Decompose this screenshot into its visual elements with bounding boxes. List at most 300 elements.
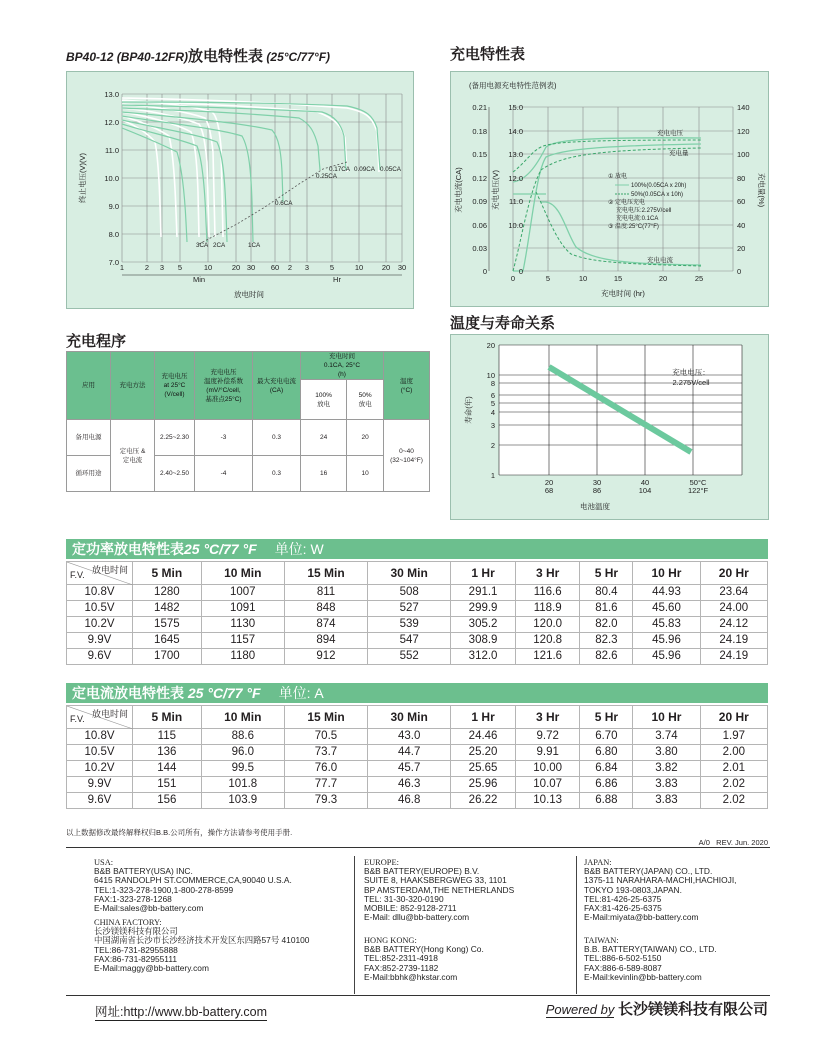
- table-cell: 312.0: [451, 649, 516, 665]
- charge-procedure-title: 充电程序: [66, 333, 127, 350]
- x-axis-label: 放电时间: [234, 290, 264, 299]
- curve-label: 0.6CA: [275, 200, 293, 207]
- y-tick: 7.0: [108, 258, 119, 267]
- contact-line: SUITE 8, HAAKSBERGWEG 33, 1101: [364, 875, 507, 886]
- table-cell: 10.00: [515, 761, 580, 777]
- table-row: [67, 729, 768, 745]
- contact-line: TEL:86-731-82955888: [94, 944, 178, 955]
- table-cell: 120.8: [515, 633, 580, 649]
- left-tick: 0: [482, 267, 487, 276]
- charge-chart-panel: [450, 71, 769, 307]
- table-cell: 45.60: [633, 601, 700, 617]
- table-cell: 894: [284, 633, 367, 649]
- column-header: 15 Min: [284, 562, 367, 585]
- table-cell: 1157: [201, 633, 284, 649]
- row-maxc: 0.3: [253, 420, 301, 456]
- right-tick: 0: [737, 267, 742, 276]
- column-header: 5 Min: [133, 706, 202, 729]
- contact-line: E-Mail:bbhk@hkstar.com: [364, 971, 458, 982]
- left-tick: 0.12: [472, 174, 487, 183]
- mid-tick: 14.0: [508, 127, 523, 136]
- header-p50: 放电: [358, 400, 372, 408]
- label-quantity: 充电量: [669, 150, 689, 157]
- table-row: [67, 601, 768, 617]
- table-cell: 6.84: [580, 761, 633, 777]
- x-tick: 30: [246, 263, 256, 272]
- contact-line: TEL:886-6-502-5150: [584, 953, 662, 964]
- column-header: 20 Hr: [700, 562, 767, 585]
- y-tick: 12.0: [104, 118, 119, 127]
- y-tick: 13.0: [104, 90, 119, 99]
- row-comp: -3: [195, 420, 253, 456]
- x-tick: 15: [613, 274, 623, 283]
- contact-region-label: USA:: [94, 858, 114, 867]
- mid-tick: 11.0: [508, 197, 523, 206]
- row-volt: 2.40~2.50: [155, 456, 195, 492]
- x-tick: 20: [381, 263, 391, 272]
- x-tick: 3: [304, 263, 310, 272]
- contact-line: TOKYO 193-0803,JAPAN.: [584, 884, 682, 895]
- table-cell: 299.9: [451, 601, 516, 617]
- row-maxc: 0.3: [253, 456, 301, 492]
- contact-line: E-Mail:miyata@bb-battery.com: [584, 912, 699, 923]
- header-comp: (mV/°C/cell,: [206, 386, 241, 394]
- column-header: 1 Hr: [451, 562, 516, 585]
- table-cell: 24.19: [700, 649, 767, 665]
- y-tick: 10.0: [104, 174, 119, 183]
- corner-cell: 放电时间 F.V.: [67, 562, 133, 585]
- y-tick: 9.0: [108, 202, 119, 211]
- left-tick: 0.06: [472, 221, 487, 230]
- table-cell: 547: [368, 633, 451, 649]
- row-header-cell: 10.8V: [67, 585, 133, 601]
- column-header: 20 Hr: [700, 706, 767, 729]
- table-cell: 45.96: [633, 633, 700, 649]
- table-cell: 101.8: [201, 777, 284, 793]
- table-cell: 96.0: [201, 745, 284, 761]
- header-maxc: 最大充电电流: [257, 377, 296, 385]
- table-cell: 10.07: [515, 777, 580, 793]
- current-table-body: [67, 729, 768, 809]
- table-cell: 43.0: [368, 729, 451, 745]
- table-cell: 848: [284, 601, 367, 617]
- header-volt: at 25°C: [163, 382, 186, 389]
- contact-line: FAX:852-2739-1182: [364, 962, 439, 973]
- x-tick-f: 86: [592, 486, 602, 495]
- table-cell: 6.70: [580, 729, 633, 745]
- contact-line: E-Mail:maggy@bb-battery.com: [94, 963, 209, 974]
- table-cell: 2.02: [700, 777, 767, 793]
- life-chart-title: 温度与寿命关系: [450, 315, 556, 332]
- contact-line: 长沙镁镁科技有限公司: [94, 926, 178, 937]
- x-unit-hr: Hr: [333, 275, 341, 284]
- table-cell: 136: [133, 745, 202, 761]
- header-app: 应用: [82, 382, 95, 389]
- table-cell: 120.0: [515, 617, 580, 633]
- table-row: [67, 761, 768, 777]
- x-tick: 50°C: [689, 478, 707, 487]
- discharge-chart-title: BP40-12 (BP40-12FR)放电特性表 (25°C/77°F): [66, 48, 331, 65]
- contact-line: FAX:1-323-278-1268: [94, 893, 172, 904]
- header-comp: 温度补偿系数: [204, 377, 243, 385]
- table-cell: 6.86: [580, 777, 633, 793]
- x-tick: 5: [329, 263, 335, 272]
- column-header: 1 Hr: [451, 706, 516, 729]
- x-tick: 10: [354, 263, 364, 272]
- contact-line: FAX:81-426-25-6375: [584, 903, 662, 914]
- column-header: 30 Min: [368, 706, 451, 729]
- table-cell: 45.7: [368, 761, 451, 777]
- power-table-body: [67, 585, 768, 665]
- table-cell: 3.80: [633, 745, 700, 761]
- table-cell: 77.7: [284, 777, 367, 793]
- x-tick: 0: [510, 274, 516, 283]
- discharge-chart: [67, 72, 415, 310]
- header-temp: (°C): [400, 386, 413, 394]
- x-axis-label: 充电时间 (hr): [601, 289, 645, 298]
- x-tick: 60: [270, 263, 280, 272]
- table-cell: 1280: [133, 585, 202, 601]
- table-row: [67, 745, 768, 761]
- table-cell: 3.83: [633, 793, 700, 809]
- table-cell: 70.5: [284, 729, 367, 745]
- table-cell: 2.02: [700, 793, 767, 809]
- table-cell: 82.0: [580, 617, 633, 633]
- table-cell: 6.88: [580, 793, 633, 809]
- table-cell: 144: [133, 761, 202, 777]
- right-axis-label: 充电量(%): [757, 172, 766, 208]
- footer-divider: [576, 856, 577, 994]
- contact-region-label: JAPAN:: [584, 858, 612, 867]
- x-tick-f: 122°F: [687, 486, 709, 495]
- left-tick: 0.18: [472, 127, 487, 136]
- table-cell: 24.00: [700, 601, 767, 617]
- x-tick: 40: [640, 478, 650, 487]
- left-tick: 0.09: [472, 197, 487, 206]
- x-tick: 2: [287, 263, 293, 272]
- contact-line: E-Mail:sales@bb-battery.com: [94, 903, 204, 914]
- table-cell: 9.91: [515, 745, 580, 761]
- contact-region-label: HONG KONG:: [364, 936, 417, 945]
- row-app: 循环用途: [67, 456, 111, 492]
- charge-chart-title: 充电特性表: [450, 46, 526, 63]
- table-cell: 527: [368, 601, 451, 617]
- curve-label: 0.09CA: [354, 166, 376, 173]
- row-header-cell: 10.5V: [67, 745, 133, 761]
- table-cell: 115: [133, 729, 202, 745]
- x-tick: 30: [592, 478, 602, 487]
- table-cell: 121.6: [515, 649, 580, 665]
- table-cell: 82.6: [580, 649, 633, 665]
- contact-line: FAX:886-6-589-8087: [584, 962, 662, 973]
- table-cell: 1180: [201, 649, 284, 665]
- y-tick: 2: [490, 441, 495, 450]
- table-cell: 508: [368, 585, 451, 601]
- row-method: 定电压 &: [119, 447, 146, 455]
- row-header-cell: 10.2V: [67, 617, 133, 633]
- table-cell: 156: [133, 793, 202, 809]
- y-tick: 10: [486, 371, 495, 380]
- contact-line: TEL:1-323-278-1900,1-800-278-8599: [94, 884, 234, 895]
- y-tick: 5: [490, 399, 495, 408]
- legend-line: 100%(0.05CA x 20h): [631, 183, 687, 189]
- row-volt: 2.25~2.30: [155, 420, 195, 456]
- x-tick: 10: [203, 263, 213, 272]
- header-comp: 基准点25°C): [205, 395, 242, 403]
- contact-line: 1375-11 NARAHARA-MACHI,HACHIOJI,: [584, 875, 737, 886]
- header-volt: (V/cell): [164, 391, 185, 398]
- header-p50: 50%: [358, 391, 372, 399]
- table-row: [67, 649, 768, 665]
- x-tick: 1: [119, 263, 125, 272]
- table-cell: 103.9: [201, 793, 284, 809]
- column-header: 5 Hr: [580, 706, 633, 729]
- power-table-header: 定功率放电特性表25 °C/77 °F 单位: W: [66, 539, 768, 559]
- table-cell: 3.83: [633, 777, 700, 793]
- table-cell: 116.6: [515, 585, 580, 601]
- table-cell: 3.74: [633, 729, 700, 745]
- column-header: 10 Hr: [633, 706, 700, 729]
- contact-usa: [94, 858, 292, 913]
- row-t100: 24: [301, 420, 347, 456]
- row-header-cell: 10.5V: [67, 601, 133, 617]
- table-cell: 46.8: [368, 793, 451, 809]
- header-comp: 充电电压: [210, 368, 237, 376]
- powered-by: Powered by 长沙镁镁科技有限公司: [545, 1001, 768, 1018]
- contact-line: TEL: 31-30-320-0190: [364, 893, 444, 904]
- row-header-cell: 10.8V: [67, 729, 133, 745]
- table-cell: 1482: [133, 601, 202, 617]
- curve-label: 0.25CA: [316, 173, 338, 180]
- table-cell: 44.7: [368, 745, 451, 761]
- table-cell: 24.12: [700, 617, 767, 633]
- x-tick: 2: [144, 263, 150, 272]
- row-temp: (32~104°F): [390, 456, 423, 464]
- row-t50: 10: [347, 456, 384, 492]
- table-cell: 811: [284, 585, 367, 601]
- x-tick: 25: [694, 274, 704, 283]
- x-tick: 3: [159, 263, 165, 272]
- table-cell: 26.22: [451, 793, 516, 809]
- right-tick: 120: [737, 127, 750, 136]
- contact-line: E-Mail:kevinlin@bb-battery.com: [584, 971, 702, 982]
- mid-tick: 10.0: [508, 221, 523, 230]
- contact-taiwan: [584, 936, 717, 982]
- contact-line: E-Mail: dllu@bb-battery.com: [364, 912, 470, 923]
- right-tick: 40: [737, 221, 746, 230]
- contact-region-label: CHINA FACTORY:: [94, 918, 162, 927]
- contact-line: B&B BATTERY(EUROPE) B.V.: [364, 866, 480, 877]
- contacts-footer: [66, 847, 770, 996]
- table-row: [67, 793, 768, 809]
- header-temp: 温度: [400, 377, 413, 385]
- legend-line: 50%(0.05CA x 10h): [631, 192, 684, 198]
- table-cell: 1575: [133, 617, 202, 633]
- column-header: 5 Min: [133, 562, 202, 585]
- row-header-cell: 10.2V: [67, 761, 133, 777]
- contact-line: BP AMSTERDAM,THE NETHERLANDS: [364, 884, 515, 895]
- table-row: [67, 777, 768, 793]
- contact-hongkong: [364, 936, 484, 982]
- table-cell: 76.0: [284, 761, 367, 777]
- x-tick: 20: [544, 478, 554, 487]
- legend-line: ② 定电压充电: [608, 200, 646, 206]
- mid-tick: 13.0: [508, 150, 523, 159]
- legend-line: 充电电流:0.1CA: [616, 216, 659, 222]
- contact-europe: [364, 858, 514, 922]
- y-tick: 8.0: [108, 230, 119, 239]
- table-cell: 912: [284, 649, 367, 665]
- table-cell: 81.6: [580, 601, 633, 617]
- legend-line: ① 放电: [608, 174, 628, 180]
- curve-label: 2CA: [213, 242, 226, 249]
- row-t50: 20: [347, 420, 384, 456]
- legend-line: 充电电压:2.275V/cell: [616, 208, 672, 214]
- x-axis-label: 电池温度: [580, 502, 610, 511]
- table-cell: 80.4: [580, 585, 633, 601]
- table-cell: 6.80: [580, 745, 633, 761]
- power-table: [66, 561, 768, 665]
- column-header: 10 Hr: [633, 562, 700, 585]
- column-header: 30 Min: [368, 562, 451, 585]
- charge-procedure-table: [66, 351, 430, 492]
- table-cell: 45.83: [633, 617, 700, 633]
- corner-cell: 放电时间 F.V.: [67, 706, 133, 729]
- contact-line: B&B BATTERY(Hong Kong) Co.: [364, 944, 484, 955]
- x-tick-f: 104: [638, 486, 652, 495]
- table-cell: 45.96: [633, 649, 700, 665]
- table-cell: 88.6: [201, 729, 284, 745]
- contact-region-label: TAIWAN:: [584, 936, 619, 945]
- curve-label: 3CA: [196, 242, 209, 249]
- table-cell: 82.3: [580, 633, 633, 649]
- table-cell: 46.3: [368, 777, 451, 793]
- legend-line: ③ 温度:25°C(77°F): [608, 224, 659, 230]
- row-header-cell: 9.9V: [67, 633, 133, 649]
- table-cell: 1007: [201, 585, 284, 601]
- right-tick: 60: [737, 197, 746, 206]
- table-cell: 1.97: [700, 729, 767, 745]
- website-link[interactable]: 网址:http://www.bb-battery.com: [95, 1002, 267, 1021]
- mid-axis-label: 充电电压(V): [491, 170, 500, 210]
- table-cell: 44.93: [633, 585, 700, 601]
- life-note: 2.275V/cell: [672, 378, 710, 387]
- footer-divider: [354, 856, 355, 994]
- right-tick: 80: [737, 174, 746, 183]
- left-tick: 0.15: [472, 150, 487, 159]
- table-cell: 3.82: [633, 761, 700, 777]
- y-tick: 20: [486, 341, 495, 350]
- mid-tick: 15.0: [508, 103, 523, 112]
- y-tick: 6: [490, 391, 495, 400]
- life-chart: [451, 335, 770, 521]
- column-header: 10 Min: [201, 562, 284, 585]
- row-header-cell: 9.9V: [67, 777, 133, 793]
- contact-line: B&B BATTERY(USA) INC.: [94, 866, 193, 877]
- table-cell: 308.9: [451, 633, 516, 649]
- table-cell: 1700: [133, 649, 202, 665]
- right-tick: 140: [737, 103, 750, 112]
- y-tick: 1: [490, 471, 495, 480]
- contact-china: [94, 918, 309, 973]
- contact-line: TEL:81-426-25-6375: [584, 893, 662, 904]
- charge-inner-title: (备用电源充电特性范例表): [469, 81, 557, 90]
- header-p100: 100%: [315, 391, 332, 399]
- label-current: 充电电流: [647, 257, 673, 264]
- contact-line: 中国湖南省长沙市长沙经济技术开发区东四路57号 410100: [94, 935, 310, 946]
- y-axis-label: 寿命(年): [464, 396, 473, 424]
- column-header: 15 Min: [284, 706, 367, 729]
- table-cell: 552: [368, 649, 451, 665]
- table-cell: 118.9: [515, 601, 580, 617]
- x-tick-f: 68: [544, 486, 554, 495]
- x-tick: 10: [578, 274, 588, 283]
- header-volt: 充电电压: [161, 373, 188, 380]
- right-tick: 20: [737, 244, 746, 253]
- charge-chart: [451, 72, 770, 308]
- table-cell: 10.13: [515, 793, 580, 809]
- y-tick: 4: [490, 408, 495, 417]
- contact-line: B&B BATTERY(JAPAN) CO., LTD.: [584, 866, 713, 877]
- curve-label: 0.17CA: [329, 166, 351, 173]
- table-row: [67, 617, 768, 633]
- row-t100: 16: [301, 456, 347, 492]
- x-tick: 5: [545, 274, 551, 283]
- left-tick: 0.03: [472, 244, 487, 253]
- table-cell: 2.01: [700, 761, 767, 777]
- column-header: 3 Hr: [515, 562, 580, 585]
- revision-note: A/0 REV. Jun. 2020: [698, 838, 768, 847]
- table-row: [67, 633, 768, 649]
- disclaimer-note: 以上数据修改最终解释权归B.B.公司所有，操作方法请参考使用手册.: [66, 828, 293, 837]
- table-cell: 25.96: [451, 777, 516, 793]
- life-note: 充电电压：: [672, 368, 710, 377]
- row-header-cell: 9.6V: [67, 649, 133, 665]
- table-cell: 24.46: [451, 729, 516, 745]
- left-tick: 0.21: [472, 103, 487, 112]
- discharge-chart-panel: [66, 71, 414, 309]
- y-tick: 3: [490, 421, 495, 430]
- row-header-cell: 9.6V: [67, 793, 133, 809]
- mid-tick: 12.0: [508, 174, 523, 183]
- table-cell: 291.1: [451, 585, 516, 601]
- right-tick: 100: [737, 150, 750, 159]
- curve-label: 0.05CA: [380, 166, 402, 173]
- table-cell: 2.00: [700, 745, 767, 761]
- table-cell: 99.5: [201, 761, 284, 777]
- x-tick: 30: [397, 263, 407, 272]
- y-tick: 11.0: [104, 146, 119, 155]
- contact-line: FAX:86-731-82955111: [94, 953, 178, 964]
- header-maxc: (CA): [269, 386, 284, 394]
- column-header: 10 Min: [201, 706, 284, 729]
- y-axis-label: 终止电压(V)(V): [78, 153, 87, 203]
- header-time: (h): [338, 371, 346, 378]
- header-method: 充电方法: [119, 382, 146, 389]
- header-time: 0.1CA, 25°C: [323, 362, 361, 369]
- column-header: 5 Hr: [580, 562, 633, 585]
- x-tick: 20: [658, 274, 668, 283]
- table-cell: 25.65: [451, 761, 516, 777]
- table-cell: 25.20: [451, 745, 516, 761]
- curve-label: 1CA: [248, 242, 261, 249]
- contact-japan: [584, 858, 737, 922]
- table-cell: 151: [133, 777, 202, 793]
- label-voltage: 充电电压: [657, 130, 683, 137]
- table-cell: 24.19: [700, 633, 767, 649]
- y-tick: 8: [490, 379, 495, 388]
- row-comp: -4: [195, 456, 253, 492]
